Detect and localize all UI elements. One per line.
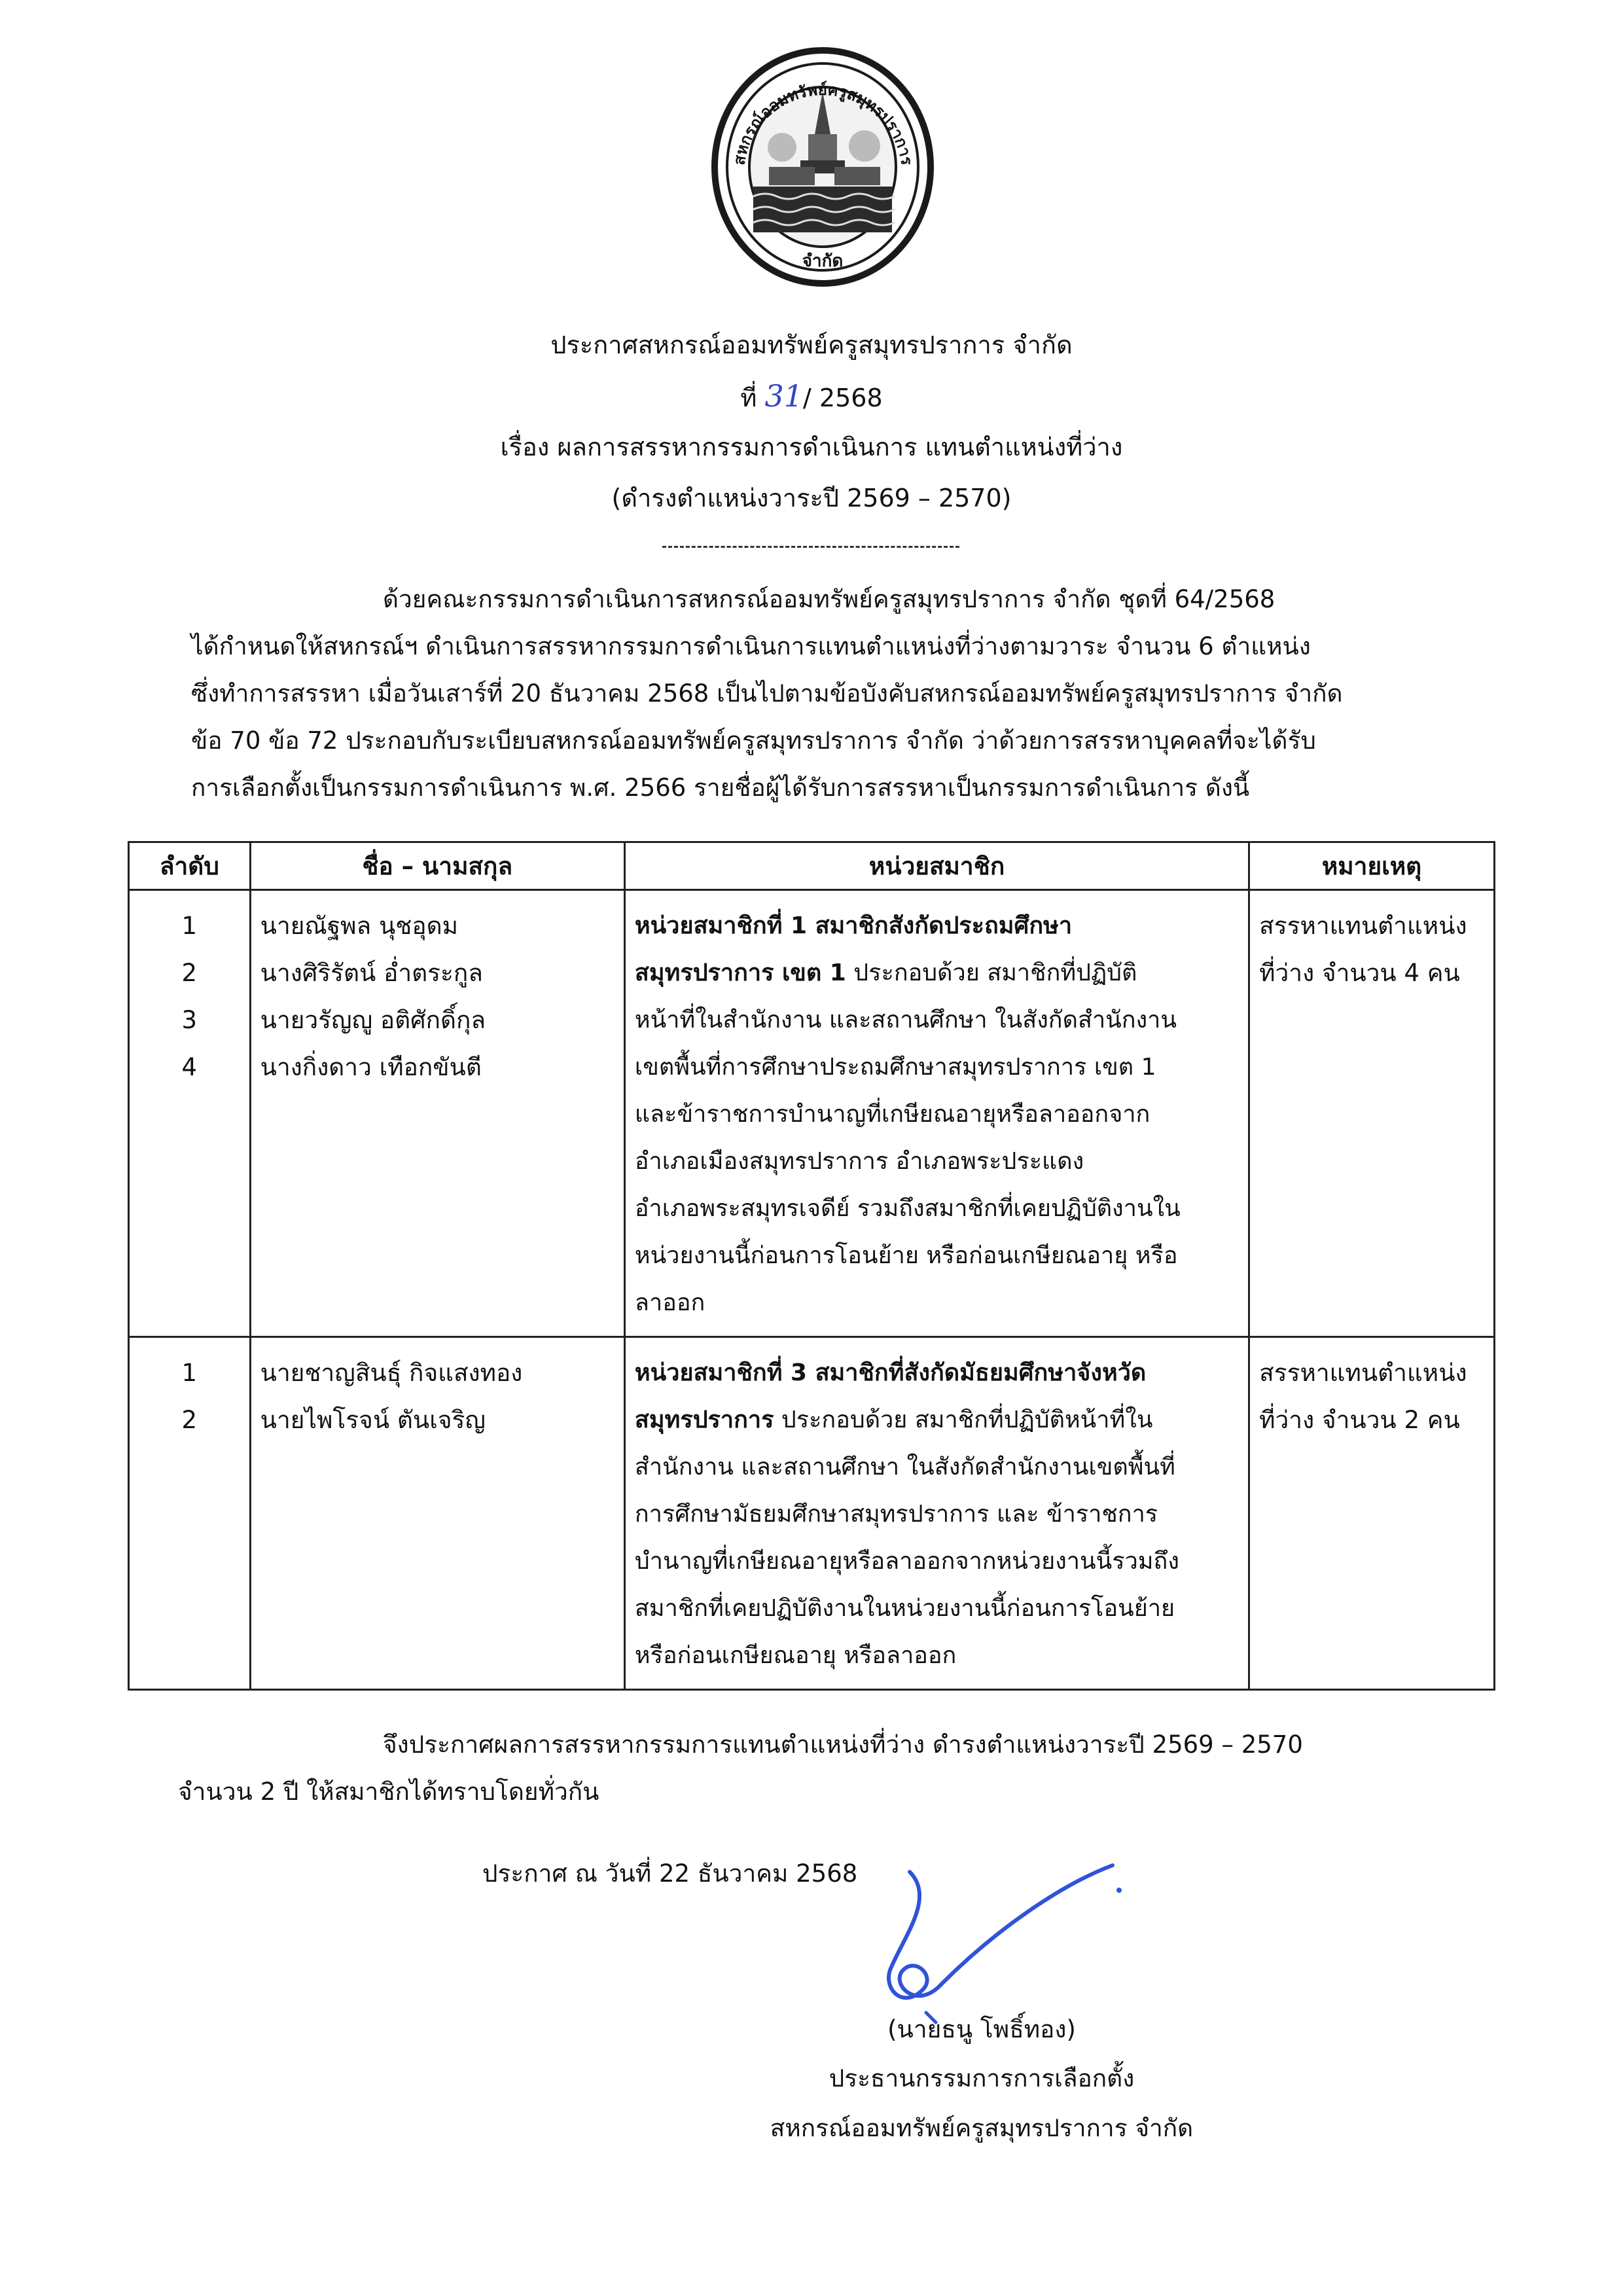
order-cell: 1 2 (129, 1337, 251, 1690)
closing-paragraph (178, 1721, 1448, 1816)
intro-line: ได้กำหนดให้สหกรณ์ฯ ดำเนินการสรรหากรรมการดำเนินการแทนตำแหน่งที่ว่างตามวาระ จำนวน 6 ตำแหน่ง (191, 632, 1311, 660)
intro-paragraph (191, 576, 1448, 812)
order-cell: 1 2 3 4 (129, 890, 251, 1337)
intro-line: การเลือกตั้งเป็นกรรมการดำเนินการ พ.ศ. 2566 รายชื่อผู้ได้รับการสรรหาเป็นกรรมการดำเนินการ ดังนี้ (191, 774, 1250, 802)
table-row (129, 890, 1495, 1337)
handwritten-number: 31 (764, 378, 804, 414)
number-suffix: / 2568 (803, 384, 883, 412)
note-cell: สรรหาแทนตำแหน่ง ที่ว่าง จำนวน 2 คน (1249, 1337, 1495, 1690)
intro-line: ข้อ 70 ข้อ 72 ประกอบกับระเบียบสหกรณ์ออมทรัพย์ครูสมุทรปราการ จำกัด ว่าด้วยการสรรหาบุคคลที่จะได้รับ (191, 726, 1316, 755)
closing-line: จึงประกาศผลการสรรหากรรมการแทนตำแหน่งที่ว่าง ดำรงตำแหน่งวาระปี 2569 – 2570 (383, 1731, 1303, 1759)
handwritten-signature (864, 1859, 1145, 2029)
header-name: ชื่อ – นามสกุล (250, 842, 624, 890)
table-header-row (129, 842, 1495, 890)
candidates-table (128, 841, 1495, 1691)
name-cell: นายณัฐพล นุชอุดม นางศิริรัตน์ อ่ำตระกูล นายวรัญญู อติศักดิ์กุล นางกิ่งดาว เทือกขันตี (250, 890, 624, 1337)
unit-cell: หน่วยสมาชิกที่ 3 สมาชิกที่สังกัดมัธยมศึกษาจังหวัด สมุทรปราการ ประกอบด้วย สมาชิกที่ปฏิบัติหน้าที่ใน สำนักงาน และสถานศึกษา ในสังกัดสำนักงานเขตพื้นที่ การศึกษามัธยมศึกษาสมุทรปราการ และ ข้าราชการ บำนาญที่เกษียณอายุหรือลาออกจากหน่วยงานนี้รวมถึง สมาชิกที่เคยปฏิบัติงานในหน่วยงานนี้ก่อนการโอนย้าย หรือก่อนเกษียณอายุ หรือลาออก (624, 1337, 1249, 1690)
signer-position: ประธานกรรมการการเลือกตั้ง (829, 2064, 1135, 2092)
signer-name: (นายธนู โพธิ์ทอง) (887, 2015, 1076, 2043)
signer-organization: สหกรณ์ออมทรัพย์ครูสมุทรปราการ จำกัด (770, 2114, 1194, 2142)
number-prefix: ที่ (740, 384, 757, 412)
dashed-divider (662, 546, 959, 548)
announcement-title: ประกาศสหกรณ์ออมทรัพย์ครูสมุทรปราการ จำกัด (550, 331, 1073, 359)
closing-line: จำนวน 2 ปี ให้สมาชิกได้ทราบโดยทั่วกัน (178, 1778, 599, 1806)
note-cell: สรรหาแทนตำแหน่ง ที่ว่าง จำนวน 4 คน (1249, 890, 1495, 1337)
header-unit: หน่วยสมาชิก (624, 842, 1249, 890)
name-cell: นายชาญสินธุ์ กิจแสงทอง นายไพโรจน์ ตันเจริญ (250, 1337, 624, 1690)
table-row (129, 1337, 1495, 1690)
seal-top-text: สหกรณ์ออมทรัพย์ครูสมุทรปราการ (730, 80, 916, 167)
header-order: ลำดับ (129, 842, 251, 890)
intro-line: ด้วยคณะกรรมการดำเนินการสหกรณ์ออมทรัพย์ครูสมุทรปราการ จำกัด ชุดที่ 64/2568 (383, 585, 1275, 613)
announcement-number (0, 370, 1623, 423)
announcement-subject: เรื่อง ผลการสรรหากรรมการดำเนินการ แทนตำแหน่งที่ว่าง (500, 433, 1123, 461)
unit-cell: หน่วยสมาชิกที่ 1 สมาชิกสังกัดประถมศึกษา สมุทรปราการ เขต 1 ประกอบด้วย สมาชิกที่ปฏิบัติ หน้าที่ในสำนักงาน และสถานศึกษา ในสังกัดสำนักงาน เขตพื้นที่การศึกษาประถมศึกษาสมุทรปราการ เขต 1 และข้าราชการบำนาญที่เกษียณอายุหรือลาออกจาก อำเภอเมืองสมุทรปราการ อำเภอพระประแดง อำเภอพระสมุทรเจดีย์ รวมถึงสมาชิกที่เคยปฏิบัติงานใน หน่วยงานนี้ก่อนการโอนย้าย หรือก่อนเกษียณอายุ หรือ ลาออก (624, 890, 1249, 1337)
cooperative-seal-logo (710, 36, 936, 291)
seal-bottom-text: จำกัด (802, 251, 844, 271)
header-note: หมายเหตุ (1249, 842, 1495, 890)
announcement-term: (ดำรงตำแหน่งวาระปี 2569 – 2570) (611, 484, 1012, 512)
announce-date: ประกาศ ณ วันที่ 22 ธันวาคม 2568 (482, 1859, 858, 1888)
intro-line: ซึ่งทำการสรรหา เมื่อวันเสาร์ที่ 20 ธันวาคม 2568 เป็นไปตามข้อบังคับสหกรณ์ออมทรัพย์ครูสมุทรปราการ จำกัด (191, 679, 1343, 708)
